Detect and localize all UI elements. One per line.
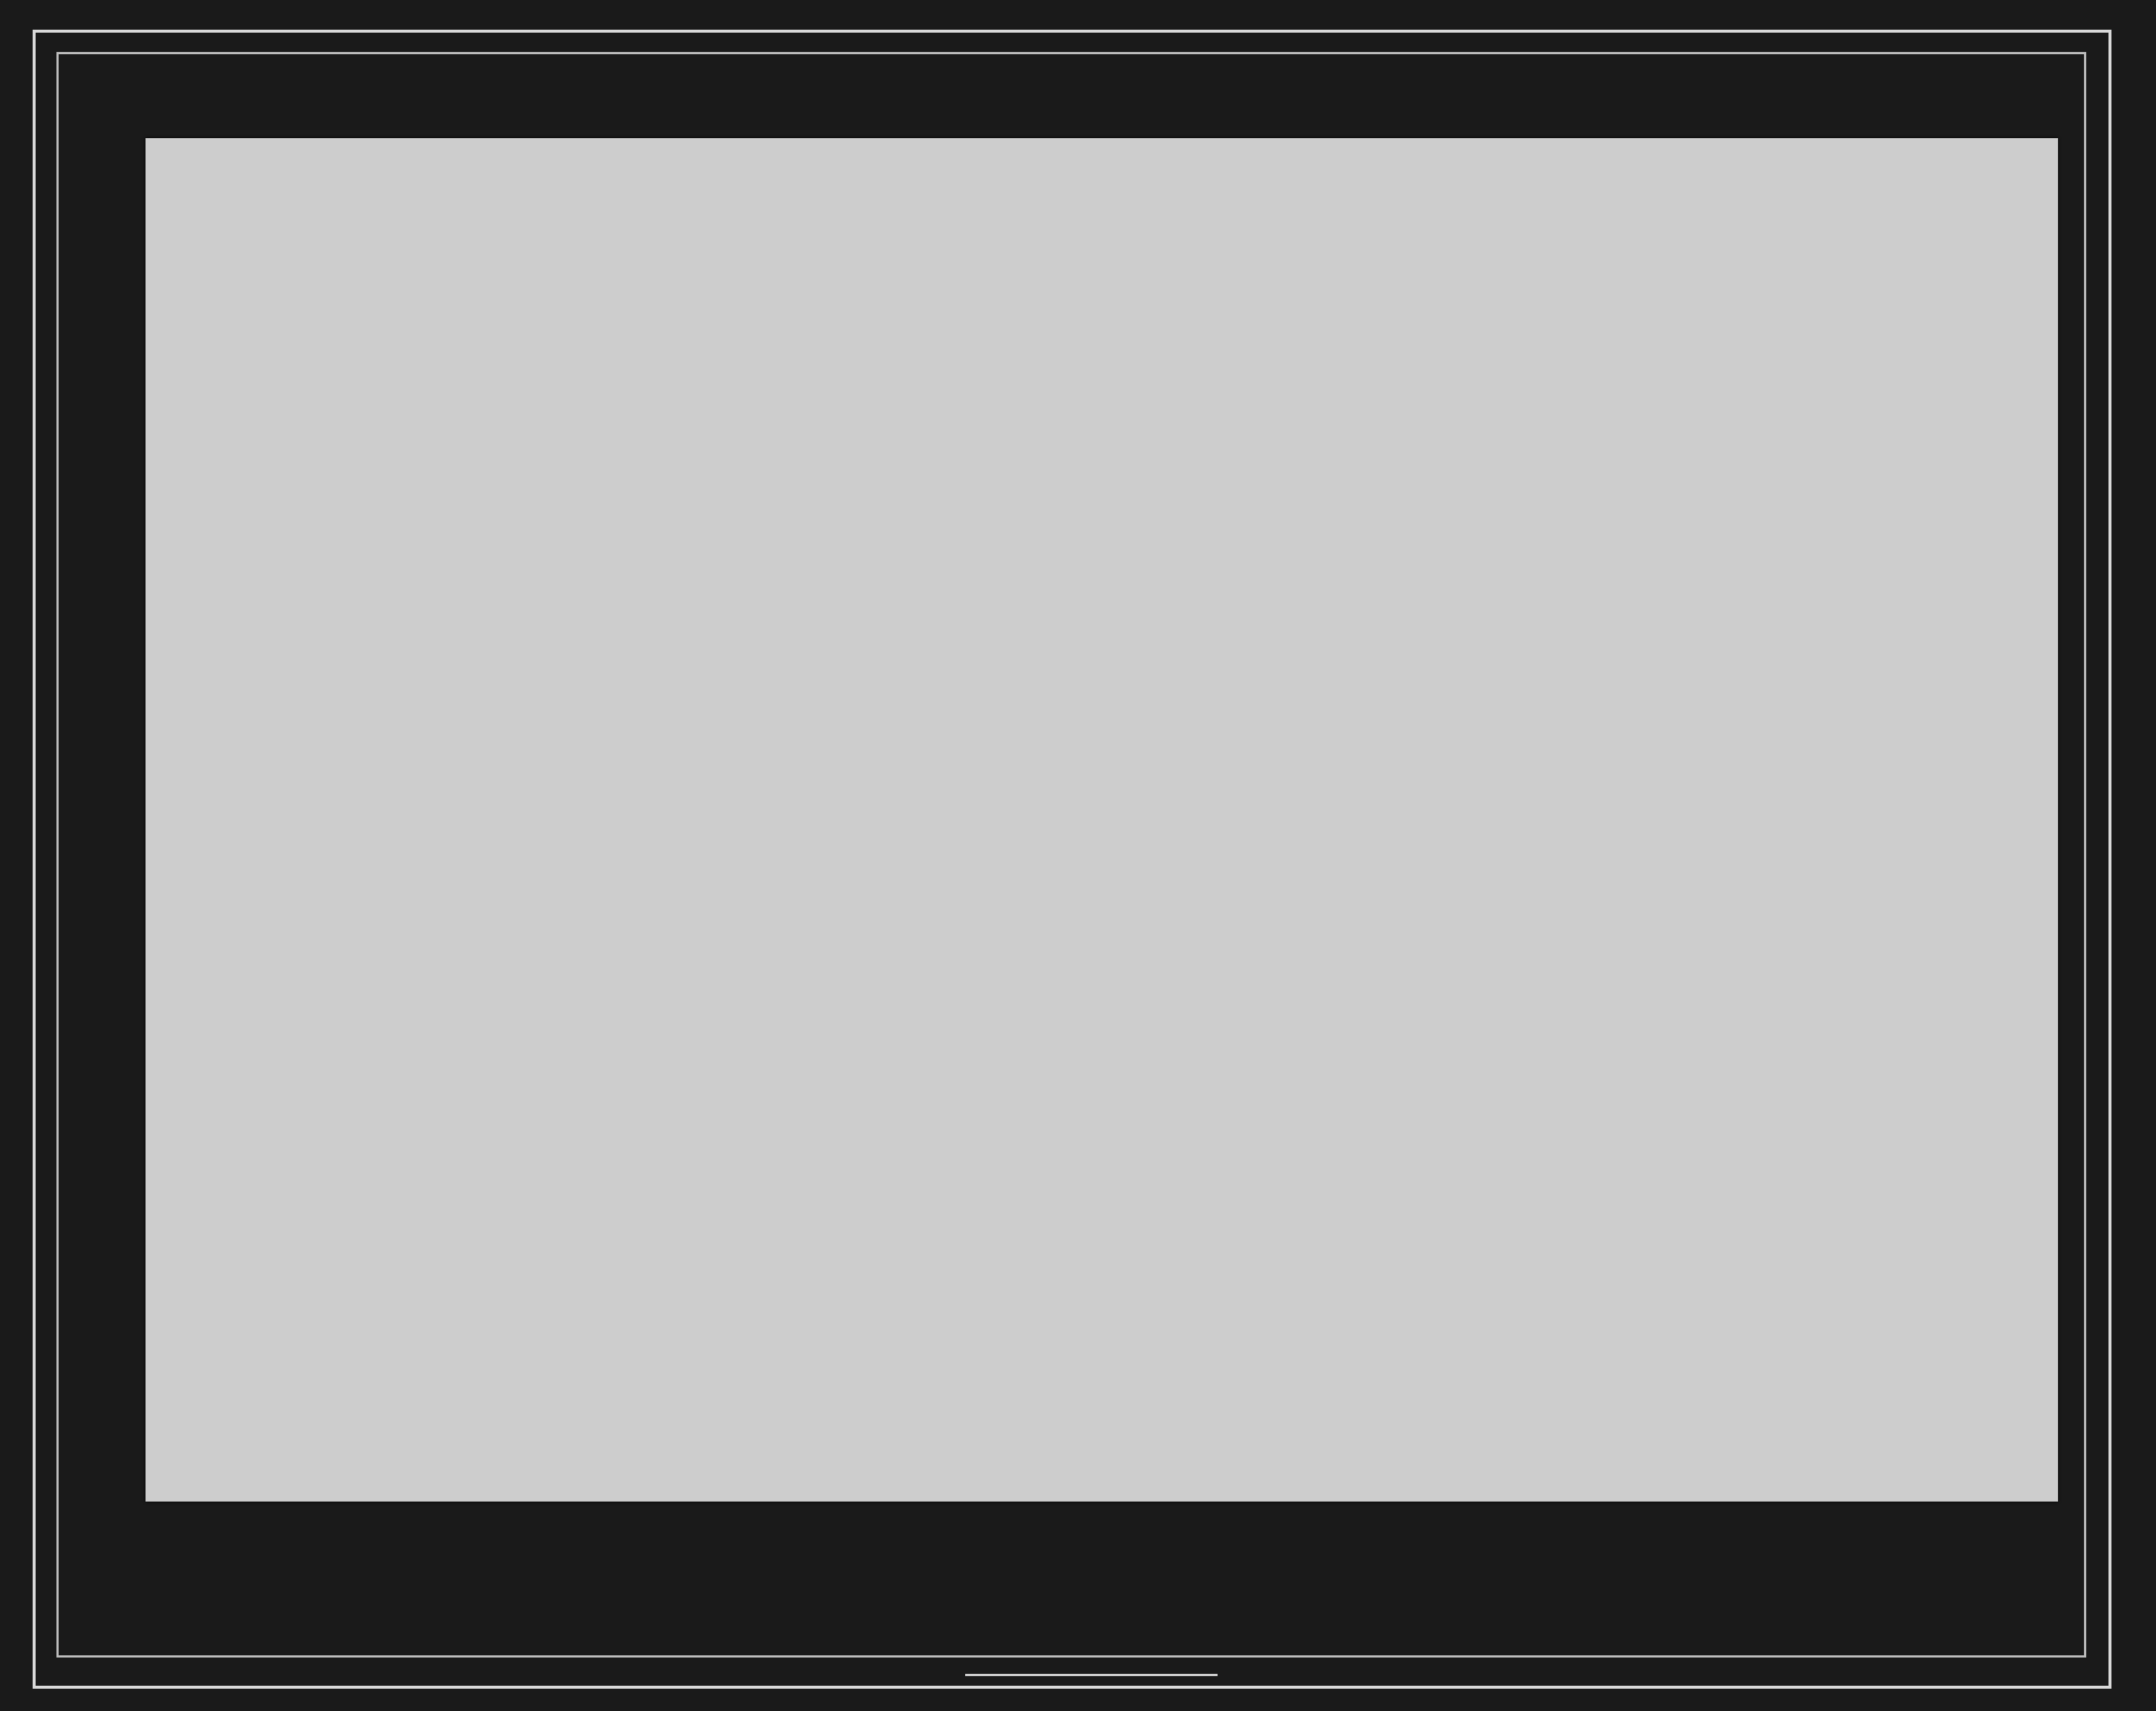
instructions-rubrik-9 [1800, 437, 1938, 1551]
census-sheet [146, 138, 2058, 1502]
archive-signature [965, 1662, 1218, 1676]
